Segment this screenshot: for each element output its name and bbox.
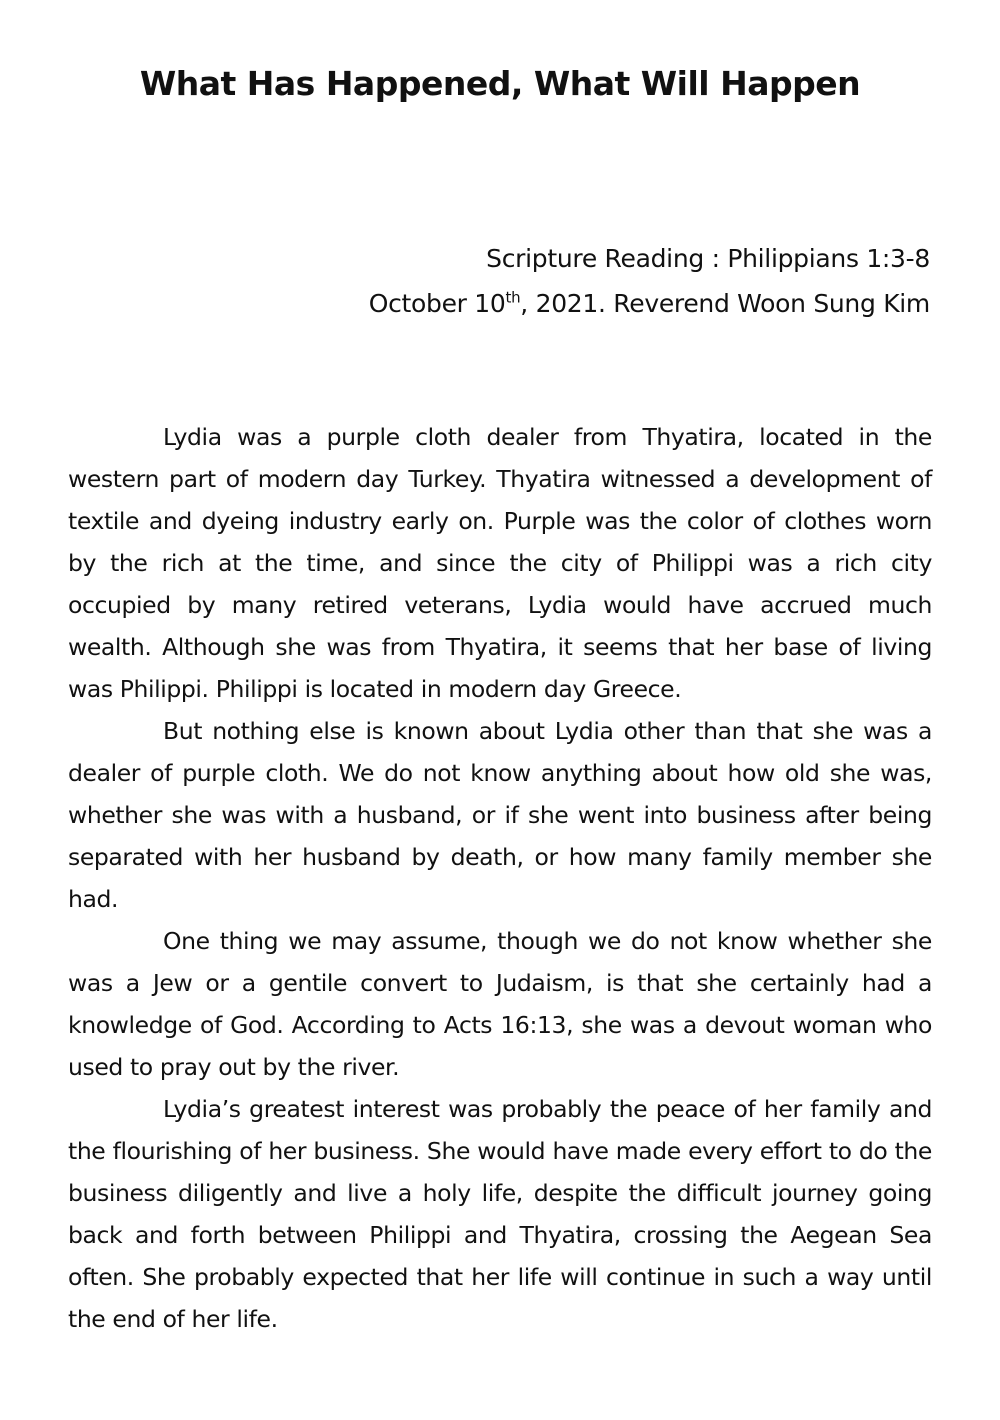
date-prefix: October 10 [368,289,506,318]
paragraph: Lydia was a purple cloth dealer from Thyatira, located in the western part of modern day Turkey. Thyatira witnessed a development of textile and dyeing industry early on. Purple was the color of clothes worn by the rich at the time, and since the city of Philippi was a rich city occupied by many retired veterans, Lydia would have accrued much wealth. Although she was from Thyatira, it seems that her base of living was Philippi. Philippi is located in modern day Greece. [68,423,932,703]
page-title: What Has Happened, What Will Happen [139,64,861,103]
paragraph: Lydia’s greatest interest was probably the peace of her family and the flourishing of her business. She would have made every effort to do the business diligently and live a holy life, despite the difficult journey going back and forth between Philippi and Thyatira, crossing the Aegean Sea often. She probably expected that her life will continue in such a way until the end of her life. [68,1095,932,1333]
sermon-body [68,416,932,1340]
sermon-date-author [369,281,930,326]
sermon-meta [369,236,930,326]
date-and-author: , 2021. Reverend Woon Sung Kim [520,289,930,318]
paragraph: But nothing else is known about Lydia other than that she was a dealer of purple cloth. We do not know anything about how old she was, whether she was with a husband, or if she went into business after being separated with her husband by death, or how many family member she had. [68,717,932,913]
paragraph: One thing we may assume, though we do not know whether she was a Jew or a gentile convert to Judaism, is that she certainly had a knowledge of God. According to Acts 16:13, she was a devout woman who used to pray out by the river. [68,927,932,1081]
scripture-reading: Scripture Reading : Philippians 1:3-8 [486,244,930,273]
date-ordinal-suffix: th [505,288,521,307]
